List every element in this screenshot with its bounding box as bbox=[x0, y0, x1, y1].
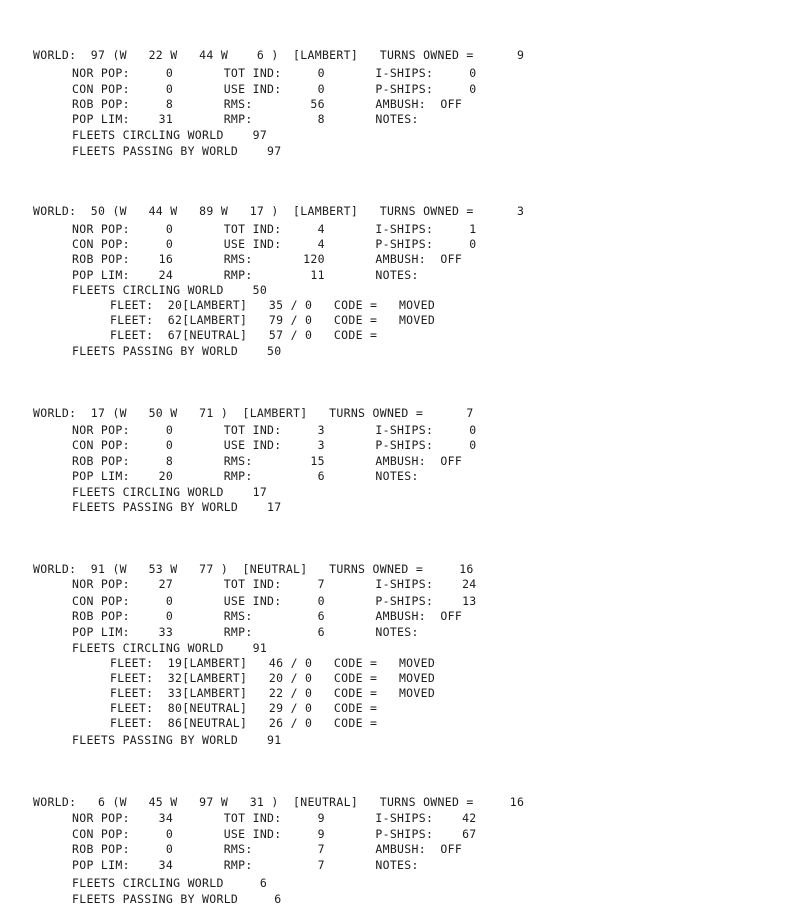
fleet-row: FLEET: 80[NEUTRAL] 29 / 0 CODE = bbox=[110, 701, 378, 715]
world-stat-line: CON POP: 0 USE IND: 0 P-SHIPS: 0 bbox=[72, 82, 477, 96]
fleets-circling-heading: FLEETS CIRCLING WORLD 97 bbox=[72, 128, 268, 142]
world-stat-line: ROB POP: 8 RMS: 15 AMBUSH: OFF bbox=[72, 454, 463, 468]
world-stat-line: CON POP: 0 USE IND: 4 P-SHIPS: 0 bbox=[72, 237, 477, 251]
world-header: WORLD: 6 (W 45 W 97 W 31 ) [NEUTRAL] TURNS OWNED = 16 bbox=[33, 795, 525, 809]
fleet-row: FLEET: 32[LAMBERT] 20 / 0 CODE = MOVED bbox=[110, 671, 436, 685]
world-stat-line: POP LIM: 34 RMP: 7 NOTES: bbox=[72, 858, 419, 872]
world-stat-line: ROB POP: 0 RMS: 6 AMBUSH: OFF bbox=[72, 609, 463, 623]
fleet-row: FLEET: 86[NEUTRAL] 26 / 0 CODE = bbox=[110, 716, 378, 730]
world-stat-line: NOR POP: 27 TOT IND: 7 I-SHIPS: 24 bbox=[72, 577, 477, 591]
world-stat-line: NOR POP: 0 TOT IND: 0 I-SHIPS: 0 bbox=[72, 66, 477, 80]
world-header: WORLD: 91 (W 53 W 77 ) [NEUTRAL] TURNS OWNED = 16 bbox=[33, 562, 474, 576]
fleet-row: FLEET: 19[LAMBERT] 46 / 0 CODE = MOVED bbox=[110, 656, 436, 670]
world-stat-line: ROB POP: 8 RMS: 56 AMBUSH: OFF bbox=[72, 97, 463, 111]
fleets-circling-heading: FLEETS CIRCLING WORLD 6 bbox=[72, 876, 268, 890]
world-header: WORLD: 50 (W 44 W 89 W 17 ) [LAMBERT] TURNS OWNED = 3 bbox=[33, 204, 525, 218]
world-stat-line: ROB POP: 0 RMS: 7 AMBUSH: OFF bbox=[72, 842, 463, 856]
fleets-circling-heading: FLEETS CIRCLING WORLD 91 bbox=[72, 641, 268, 655]
world-stat-line: POP LIM: 33 RMP: 6 NOTES: bbox=[72, 625, 419, 639]
world-stat-line: CON POP: 0 USE IND: 0 P-SHIPS: 13 bbox=[72, 594, 477, 608]
fleet-row: FLEET: 33[LAMBERT] 22 / 0 CODE = MOVED bbox=[110, 686, 436, 700]
world-stat-line: NOR POP: 0 TOT IND: 3 I-SHIPS: 0 bbox=[72, 423, 477, 437]
world-stat-line: NOR POP: 34 TOT IND: 9 I-SHIPS: 42 bbox=[72, 811, 477, 825]
world-header: WORLD: 17 (W 50 W 71 ) [LAMBERT] TURNS OWNED = 7 bbox=[33, 406, 474, 420]
fleet-row: FLEET: 62[LAMBERT] 79 / 0 CODE = MOVED bbox=[110, 313, 436, 327]
fleet-row: FLEET: 67[NEUTRAL] 57 / 0 CODE = bbox=[110, 328, 378, 342]
world-stat-line: POP LIM: 24 RMP: 11 NOTES: bbox=[72, 268, 419, 282]
world-stat-line: POP LIM: 20 RMP: 6 NOTES: bbox=[72, 469, 419, 483]
fleets-passing-heading: FLEETS PASSING BY WORLD 91 bbox=[72, 733, 282, 747]
world-stat-line: NOR POP: 0 TOT IND: 4 I-SHIPS: 1 bbox=[72, 222, 477, 236]
fleets-passing-heading: FLEETS PASSING BY WORLD 6 bbox=[72, 892, 282, 906]
fleets-passing-heading: FLEETS PASSING BY WORLD 50 bbox=[72, 344, 282, 358]
fleets-circling-heading: FLEETS CIRCLING WORLD 50 bbox=[72, 283, 268, 297]
fleets-passing-heading: FLEETS PASSING BY WORLD 17 bbox=[72, 500, 282, 514]
world-stat-line: POP LIM: 31 RMP: 8 NOTES: bbox=[72, 112, 419, 126]
world-stat-line: CON POP: 0 USE IND: 3 P-SHIPS: 0 bbox=[72, 438, 477, 452]
world-header: WORLD: 97 (W 22 W 44 W 6 ) [LAMBERT] TURNS OWNED = 9 bbox=[33, 48, 525, 62]
fleets-circling-heading: FLEETS CIRCLING WORLD 17 bbox=[72, 485, 268, 499]
world-stat-line: ROB POP: 16 RMS: 120 AMBUSH: OFF bbox=[72, 252, 463, 266]
fleet-row: FLEET: 20[LAMBERT] 35 / 0 CODE = MOVED bbox=[110, 298, 436, 312]
world-stat-line: CON POP: 0 USE IND: 9 P-SHIPS: 67 bbox=[72, 827, 477, 841]
fleets-passing-heading: FLEETS PASSING BY WORLD 97 bbox=[72, 144, 282, 158]
